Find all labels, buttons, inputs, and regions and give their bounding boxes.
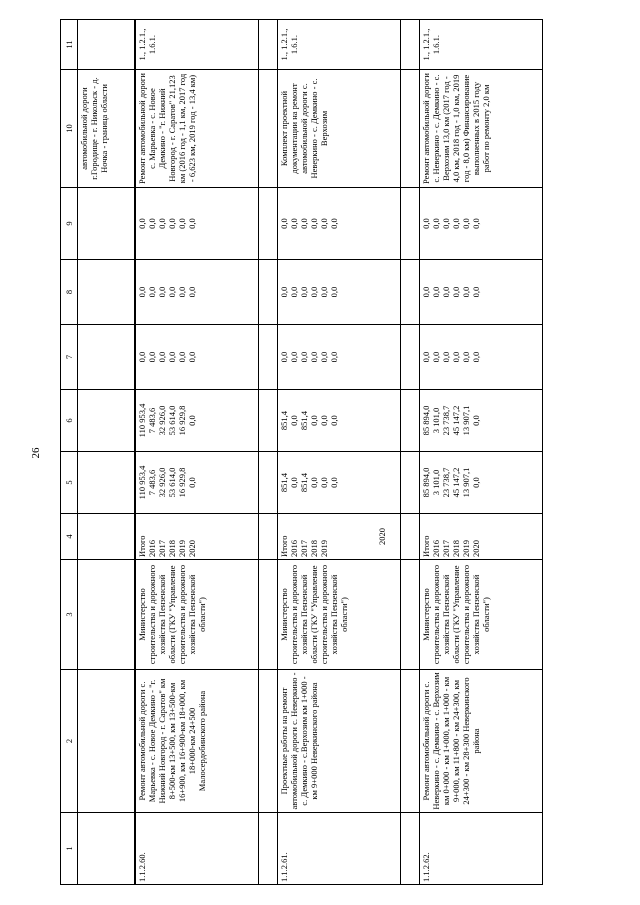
cell-value: 16 929,8 — [177, 467, 187, 498]
cell-value: 0,0 — [441, 218, 451, 229]
cell-value: 0,0 — [329, 415, 339, 426]
cell-value: 13 907,1 — [461, 467, 471, 498]
cell-value: 0,0 — [329, 477, 339, 488]
header-cell: 10 — [61, 70, 78, 188]
cell-value: 0,0 — [451, 351, 461, 363]
cell-value: 0,0 — [187, 415, 197, 426]
cell-value: 0,0 — [319, 415, 329, 426]
cell-value: 0,0 — [421, 351, 431, 363]
measure-local-funding — [278, 260, 401, 325]
header-cell: 2 — [61, 670, 78, 813]
gap-cell — [401, 390, 420, 452]
measure-result: Ремонт автомобильной дороги с. Неверкино - с. Демкино - с. Верхозим 13,0 км (2017 год - 4,0 км, 2018 год - 1,0 км, 2019 год - 8,0 км) Финансирование выполненных в 2015 году работ по ремонту 2,0 км — [420, 70, 543, 188]
cell-value: 0,0 — [177, 218, 187, 229]
cell-value: 110 953,4 — [137, 465, 147, 500]
cell-value: 0,0 — [137, 351, 147, 363]
measure-executor: Министерство строительства и дорожного хозяйства Пензенской области (ГКУ "Управление строительства и дорожного хозяйства Пензенской области") — [136, 560, 259, 670]
gap-cell — [401, 514, 420, 560]
cell-value: 2018 — [309, 540, 319, 557]
cell-value: 32 926,0 — [157, 405, 167, 436]
cell-value: 851,4 — [299, 472, 309, 493]
cell-value: 0,0 — [329, 286, 339, 298]
cell-value: 7 483,6 — [147, 407, 157, 434]
cell-value: 0,0 — [167, 218, 177, 229]
cell-value: 0,0 — [157, 286, 167, 298]
measure-other-funding — [278, 188, 401, 260]
row-gap — [259, 20, 278, 885]
header-cell: 5 — [61, 452, 78, 514]
cell-value: 0,0 — [441, 286, 451, 298]
cell-value: 0,0 — [471, 218, 481, 229]
cell-value: 0,0 — [319, 286, 329, 298]
cell-value: 0,0 — [309, 351, 319, 363]
cell-value: 32 926,0 — [157, 467, 167, 498]
cell-value: 16 929,8 — [177, 405, 187, 436]
measure-years — [136, 514, 259, 560]
measure-row — [420, 20, 543, 885]
cell-value: 110 953,4 — [137, 403, 147, 438]
program-table-body — [135, 19, 543, 885]
cell-value: 2016 — [431, 540, 441, 557]
cell-value: 0,0 — [187, 351, 197, 363]
cell-value: 0,0 — [279, 351, 289, 363]
cell-value: 0,0 — [177, 286, 187, 298]
cell-value: 0,0 — [187, 218, 197, 229]
measure-federal-funding — [420, 325, 543, 390]
cell-value: 0,0 — [431, 218, 441, 229]
cell-value: 851,4 — [279, 410, 289, 431]
measure-name: Проектные работы на ремонт автомобильной дороги с. Неверкино - с. Демкино - с.Верхозим км 1+000 - км 9+000 Неверкинского района — [278, 670, 401, 813]
measure-local-funding — [420, 260, 543, 325]
measure-number: 1.1.2.62. — [420, 813, 543, 885]
cell-value: 2020 — [471, 540, 481, 557]
cell-value: 13 907,1 — [461, 405, 471, 436]
cell-value: Итого — [421, 535, 431, 557]
measure-years — [420, 514, 543, 560]
cell-value: 0,0 — [441, 351, 451, 363]
cell-value: 0,0 — [167, 286, 177, 298]
cell-value: 3 101,0 — [431, 469, 441, 496]
cell-value: 0,0 — [177, 351, 187, 363]
header-cell: 4 — [61, 514, 78, 560]
cell-value: 0,0 — [451, 286, 461, 298]
measure-result: Комплект проектной документации на ремонт автомобильной дороги с. Неверкино - с. Демкино - с. Верхозим — [278, 70, 401, 188]
gap-cell — [401, 260, 420, 325]
gap-cell — [259, 813, 278, 885]
gap-cell — [401, 325, 420, 390]
cell-value: 0,0 — [289, 286, 299, 298]
cell-value: 2016 — [147, 540, 157, 557]
cell-value: 53 614,0 — [167, 405, 177, 436]
gap-cell — [259, 390, 278, 452]
measure-executor: Министерство строительства и дорожного хозяйства Пензенской области (ГКУ "Управление строительства и дорожного хозяйства Пензенской области") — [278, 560, 401, 670]
gap-cell — [259, 70, 278, 188]
cell-value: 0,0 — [329, 351, 339, 363]
cell-value: 0,0 — [421, 286, 431, 298]
rotated-table-wrapper — [60, 20, 580, 885]
measure-executor: Министерство строительства и дорожного хозяйства Пензенской области (ГКУ "Управление строительства и дорожного хозяйства Пензенской области") — [420, 560, 543, 670]
cell-value: 23 738,7 — [441, 467, 451, 498]
cell-value: 7 483,6 — [147, 469, 157, 496]
gap-cell — [401, 452, 420, 514]
gap-cell — [259, 20, 278, 70]
cell-value: 3 101,0 — [431, 407, 441, 434]
cell-value: 0,0 — [309, 477, 319, 488]
measure-name: Ремонт автомобильной дороги с. Неверкино - с. Демкино - с. Верхозим км 0+000 - км 1+000, км 1+000 - км 9+000, км 11+800 - км 24+300, км 24+300 - км 28+300 Неверкинского района — [420, 670, 543, 813]
cell-value: 0,0 — [289, 351, 299, 363]
cell-value: 0,0 — [299, 286, 309, 298]
cell-value: 851,4 — [299, 410, 309, 431]
cell-value: 0,0 — [421, 218, 431, 229]
cell-value: 0,0 — [461, 218, 471, 229]
cell-value: 0,0 — [167, 351, 177, 363]
cell-value: 0,0 — [319, 351, 329, 363]
header-cell: 8 — [61, 260, 78, 325]
header-cell: 6 — [61, 390, 78, 452]
cell-value: 0,0 — [187, 286, 197, 298]
cell-value: 85 894,0 — [421, 467, 431, 498]
cell-value: 2019 — [319, 540, 329, 557]
measure-total-funding — [278, 452, 401, 514]
cell-value: 0,0 — [329, 218, 339, 229]
cell-value: 0,0 — [147, 286, 157, 298]
gap-cell — [259, 188, 278, 260]
cell-value: 23 738,7 — [441, 405, 451, 436]
measure-federal-funding — [136, 325, 259, 390]
cell-value: 0,0 — [289, 415, 299, 426]
cell-value: 0,0 — [471, 351, 481, 363]
cell-value: 0,0 — [461, 351, 471, 363]
measure-row — [278, 20, 401, 885]
gap-cell — [401, 670, 420, 813]
measure-regional-funding — [420, 390, 543, 452]
gap-cell — [259, 325, 278, 390]
row-gap — [401, 20, 420, 885]
cell-value: 2019 — [461, 540, 471, 557]
cell-value: 0,0 — [309, 218, 319, 229]
gap-cell — [401, 560, 420, 670]
cell-value: Итого — [137, 535, 147, 557]
cell-value: 2017 — [299, 540, 309, 557]
program-table — [60, 19, 135, 885]
cell-value: 2017 — [441, 540, 451, 557]
measure-indicator-code: 1., 1.2.1., 1.6.1. — [420, 20, 543, 70]
measure-number: 1.1.2.61. — [278, 813, 401, 885]
cell-value: 0,0 — [461, 286, 471, 298]
cell-value: 0,0 — [299, 218, 309, 229]
cell-value: 0,0 — [451, 218, 461, 229]
cell-value: 0,0 — [137, 286, 147, 298]
measure-total-funding — [136, 452, 259, 514]
measure-years — [278, 514, 401, 560]
header-cell: 7 — [61, 325, 78, 390]
cell-value: 0,0 — [147, 218, 157, 229]
measure-other-funding — [136, 188, 259, 260]
gap-cell — [259, 514, 278, 560]
gap-cell — [259, 560, 278, 670]
header-row — [61, 20, 78, 885]
header-cell: 3 — [61, 560, 78, 670]
cell-value: 45 147,2 — [451, 467, 461, 498]
cell-value: 0,0 — [187, 477, 197, 488]
measure-name: Ремонт автомобильной дороги с. Марьевка - с. Новое Демкино - "г. Нижний Новгород - г. Саратов" км 8+500-км 13+500, км 13+500-км 16+900, км 16+900-км 18+000, км 18+000-км 24+500 Малосердобинского района — [136, 670, 259, 813]
cell-value: 2020 — [187, 540, 197, 557]
page-number: 26 — [30, 447, 42, 459]
cell-value: 2018 — [167, 540, 177, 557]
cell-value: 0,0 — [309, 286, 319, 298]
cell-value: 0,0 — [147, 351, 157, 363]
cell-value: 2018 — [451, 540, 461, 557]
measure-regional-funding — [278, 390, 401, 452]
measure-indicator-code: 1., 1.2.1., 1.6.1. — [136, 20, 259, 70]
gap-cell — [401, 813, 420, 885]
cell-value — [329, 516, 377, 557]
cell-value: 2017 — [157, 540, 167, 557]
cell-value: 851,4 — [279, 472, 289, 493]
cell-value: 0,0 — [289, 477, 299, 488]
cell-value: 0,0 — [471, 286, 481, 298]
header-cell: 9 — [61, 188, 78, 260]
cell-value: 0,0 — [279, 286, 289, 298]
measure-row — [136, 20, 259, 885]
header-cell: 11 — [61, 20, 78, 70]
continuation-result: автомобильной дороги г.Городище - г. Никольск - д. Ночка - граница области — [78, 70, 135, 188]
cell-value: 0,0 — [279, 218, 289, 229]
cell-value: 0,0 — [299, 351, 309, 363]
cell-value: 0,0 — [309, 415, 319, 426]
cell-value: 2019 — [177, 540, 187, 557]
cell-value: 0,0 — [289, 218, 299, 229]
cell-value: 2020 — [377, 528, 387, 545]
measure-number: 1.1.2.60. — [136, 813, 259, 885]
gap-cell — [259, 260, 278, 325]
header-cell: 1 — [61, 813, 78, 885]
gap-cell — [401, 70, 420, 188]
measure-regional-funding — [136, 390, 259, 452]
cell-value: 53 614,0 — [167, 467, 177, 498]
measure-total-funding — [420, 452, 543, 514]
cell-value: 0,0 — [431, 286, 441, 298]
cell-value: 45 147,2 — [451, 405, 461, 436]
cell-value: Итого — [279, 535, 289, 557]
cell-value: 0,0 — [157, 351, 167, 363]
cell-value: 0,0 — [319, 477, 329, 488]
gap-cell — [401, 188, 420, 260]
continuation-row — [78, 20, 135, 885]
measure-other-funding — [420, 188, 543, 260]
cell-value: 0,0 — [319, 218, 329, 229]
gap-cell — [259, 452, 278, 514]
cell-value: 85 894,0 — [421, 405, 431, 436]
measure-federal-funding — [278, 325, 401, 390]
cell-value: 0,0 — [137, 218, 147, 229]
gap-cell — [401, 20, 420, 70]
cell-value: 0,0 — [471, 477, 481, 488]
gap-cell — [259, 670, 278, 813]
cell-value: 0,0 — [431, 351, 441, 363]
cell-value: 0,0 — [471, 415, 481, 426]
measure-indicator-code: 1., 1.2.1., 1.6.1. — [278, 20, 401, 70]
cell-value: 0,0 — [157, 218, 167, 229]
cell-value: 2016 — [289, 540, 299, 557]
measure-result: Ремонт автомобильной дороги с. Марьевка - с. Новое Демкино - "г. Нижний Новгород - г. Саратов" 21,123 км (2016 год - 1,1 км, 2017 год - 6,623 км, 2019 год - 13,4 км) — [136, 70, 259, 188]
measure-local-funding — [136, 260, 259, 325]
